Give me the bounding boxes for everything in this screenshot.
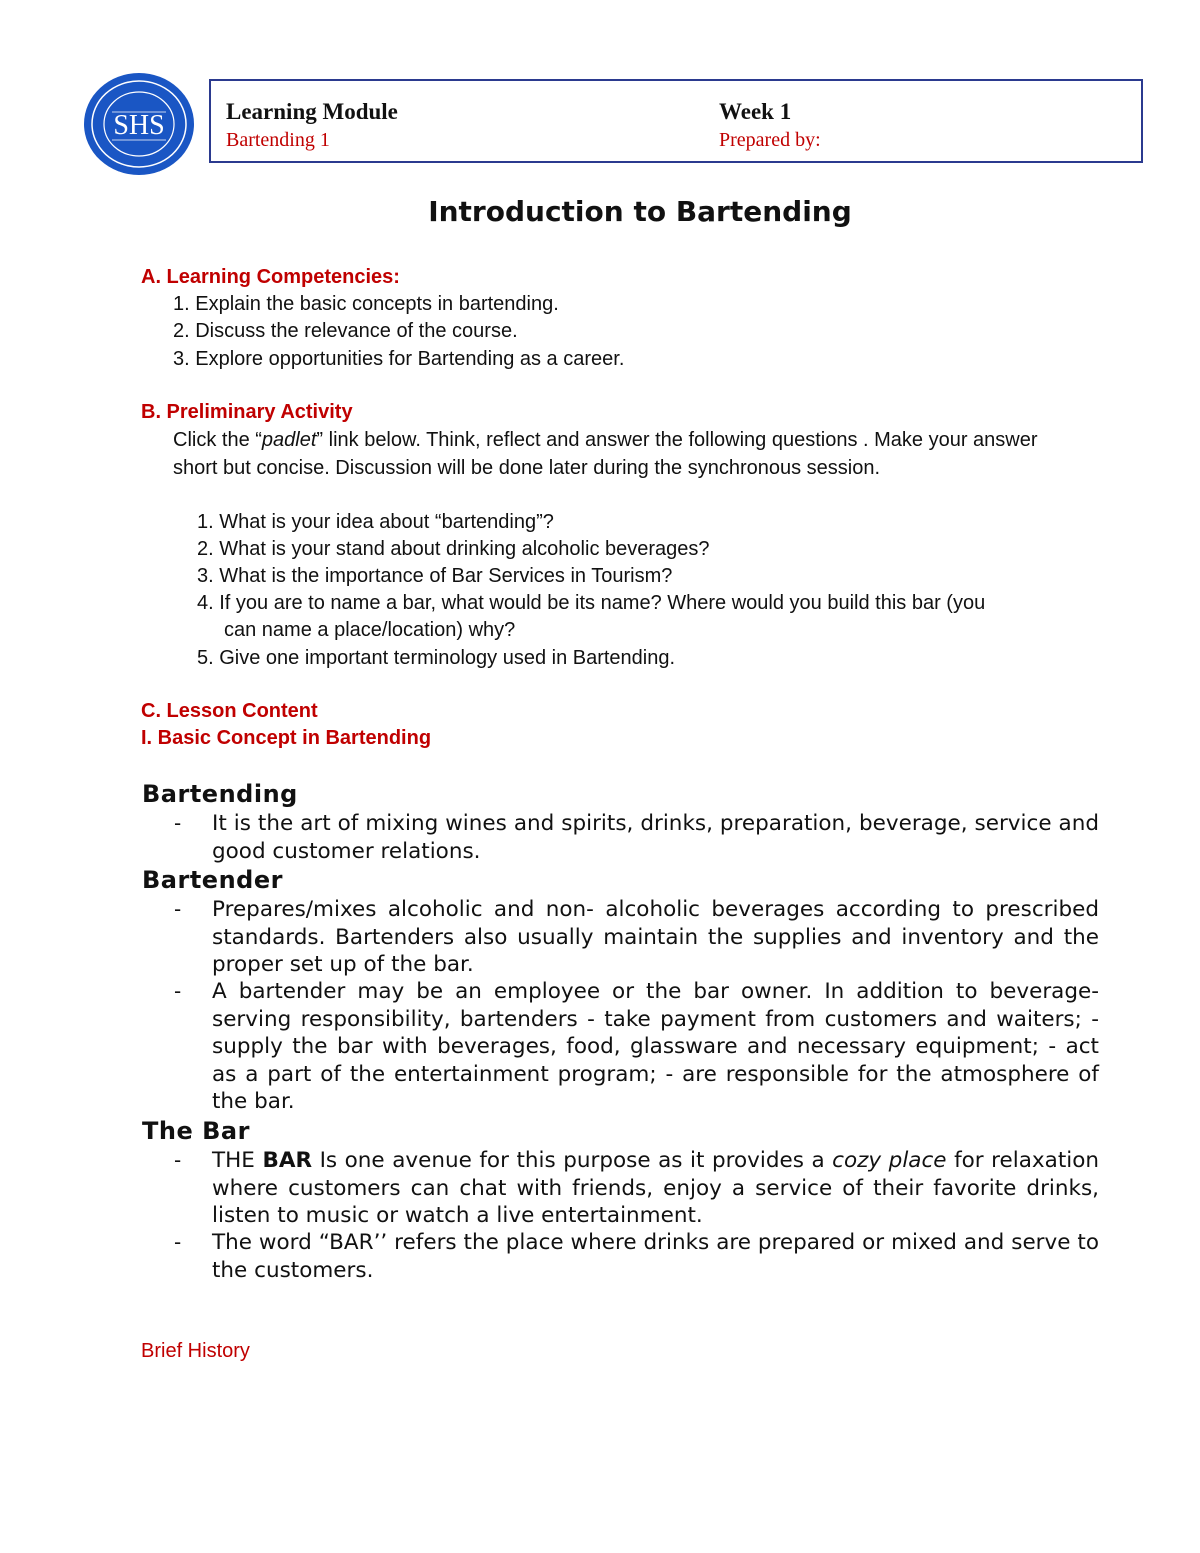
question-item: 2. What is your stand about drinking alcoholic beverages?: [197, 538, 710, 560]
question-item: 4. If you are to name a bar, what would be its name? Where would you build this bar (you: [197, 592, 986, 614]
prepared-by-label: Prepared by:: [719, 129, 821, 151]
subject-name: Bartending 1: [226, 129, 330, 151]
seal-text: SHS: [113, 110, 165, 141]
competency-item: 2. Discuss the relevance of the course.: [173, 320, 518, 342]
preliminary-instructions: Click the “padlet” link below. Think, reflect and answer the following questions . Make your answer short but concise. Discussion will be done later during the synchronous session.: [173, 429, 1038, 479]
question-item-continued: can name a place/location) why?: [224, 619, 516, 641]
brief-history-heading: Brief History: [141, 1340, 250, 1362]
lesson-subheading: I. Basic Concept in Bartending: [141, 727, 432, 749]
competency-item: 3. Explore opportunities for Bartending as a career.: [173, 348, 625, 370]
question-item: 3. What is the importance of Bar Services in Tourism?: [197, 565, 673, 587]
lesson-heading: C. Lesson Content: [141, 700, 318, 722]
competencies-heading: A. Learning Competencies:: [141, 266, 400, 288]
competency-item: 1. Explain the basic concepts in bartending.: [173, 293, 559, 315]
term-bartender: Bartender: [142, 866, 283, 894]
term-bartending: Bartending: [142, 780, 298, 808]
page-title: Introduction to Bartending: [428, 195, 852, 228]
term-the-bar: The Bar: [142, 1117, 250, 1145]
padlet-link-text[interactable]: padlet: [261, 429, 317, 451]
preliminary-heading: B. Preliminary Activity: [141, 401, 353, 423]
week-label: Week 1: [719, 99, 792, 124]
school-seal-icon: [82, 72, 196, 176]
question-item: 5. Give one important terminology used in Bartending.: [197, 647, 676, 669]
module-label: Learning Module: [226, 99, 398, 124]
question-item: 1. What is your idea about “bartending”?: [197, 511, 554, 533]
